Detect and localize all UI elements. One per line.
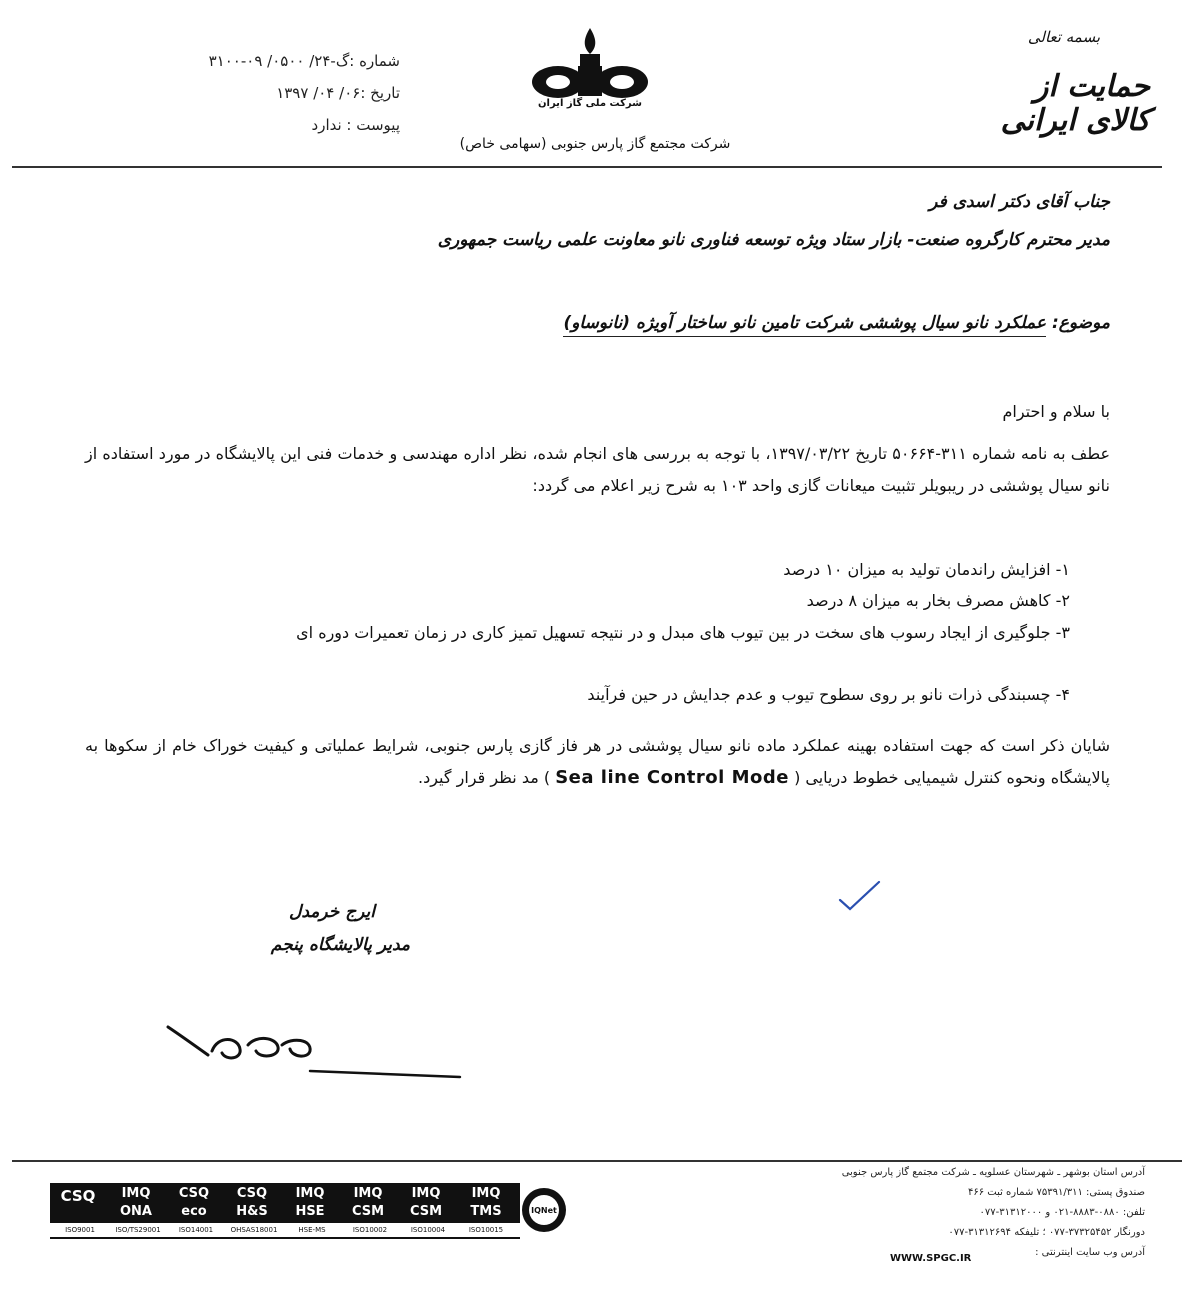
cert-badge: TMS — [470, 1204, 502, 1219]
signer-name: ایرج خرمدل — [289, 902, 375, 922]
paragraph-2-part-a: شایان ذکر است که جهت استفاده بهینه عملکرد ماده نانو سیال پوششی در هر فاز گازی پارس جنوبی، شرایط عملیاتی و کیفیت خوراک خام از سکوها به پالایشگاه ونحوه کنترل شیمیایی خطوط دریایی ( — [85, 736, 1110, 787]
footer-address: آدرس استان بوشهر ـ شهرستان عسلویه ـ شرکت مجتمع گاز پارس جنوبی — [841, 1167, 1145, 1178]
cert-code: HSE-MS — [298, 1226, 326, 1234]
cert-code: ISO/TS29001 — [115, 1226, 161, 1234]
list-item: ۲- کاهش مصرف بخار به میزان ۸ درصد — [806, 591, 1070, 610]
list-item: ۳- جلوگیری از ایجاد رسوب های سخت در بین تیوب های مبدل و در نتیجه تسهیل تمیز کاری در زمان تعمیرات دوره ای — [296, 623, 1070, 642]
addressee-title: مدیر محترم کارگروه صنعت- بازار ستاد ویژه توسعه فناوری نانو معاونت علمی ریاست جمهوری — [437, 230, 1110, 250]
paragraph-2-part-b: ) مد نظر قرار گیرد. — [418, 768, 551, 787]
cert-badge: ONA — [120, 1204, 152, 1219]
subsidiary-name: شرکت مجتمع گاز پارس جنوبی (سهامی خاص) — [459, 136, 731, 152]
cert-badge: IMQ — [471, 1186, 501, 1201]
cert-code: ISO10002 — [352, 1226, 388, 1234]
cert-badge: HSE — [295, 1204, 325, 1219]
cert-code: ISO14001 — [178, 1226, 214, 1234]
footer-fax: دورنگار ۳۷۳۲۵۴۵۲-۰۷۷ ؛ تلیفکه ۳۱۳۱۲۶۹۴-۰۷۷ — [948, 1227, 1145, 1238]
cert-badge: CSM — [351, 1204, 385, 1219]
list-item: ۴- چسبندگی ذرات نانو بر روی سطوح تیوب و عدم جدایش در حین فرآیند — [587, 685, 1070, 704]
cert-code: ISO10015 — [468, 1226, 504, 1234]
paragraph-2-latin-term: Sea line Control Mode — [555, 767, 789, 788]
greeting: با سلام و احترام — [1002, 402, 1110, 421]
cert-code: OHSAS18001 — [230, 1226, 278, 1234]
letter-attachment: پیوست : ندارد — [311, 116, 400, 134]
check-mark-icon — [836, 878, 882, 912]
besmeh-heading: بسمه تعالی — [1027, 28, 1100, 46]
cert-badge: eco — [181, 1204, 207, 1219]
footer-website[interactable]: WWW.SPGC.IR — [890, 1253, 972, 1264]
cert-badge: CSM — [409, 1204, 443, 1219]
cert-badge: IMQ — [353, 1186, 383, 1201]
seal-label: IQNet — [531, 1206, 557, 1215]
footer-divider — [12, 1160, 1182, 1162]
cert-code: ISO10004 — [410, 1226, 446, 1234]
logo-company-name: شرکت ملی گاز ایران — [538, 98, 642, 109]
cert-code-row — [50, 1223, 520, 1237]
certification-strip — [50, 1183, 520, 1239]
footer-website-label: آدرس وب سایت اینترنتی : — [1035, 1247, 1145, 1258]
list-item: ۱- افزایش راندمان تولید به میزان ۱۰ درصد — [783, 560, 1070, 579]
handwritten-signature — [160, 1015, 470, 1090]
footer-po-box: صندوق پستی: ۷۵۳۹۱/۳۱۱ شماره ثبت ۴۶۶ — [967, 1187, 1145, 1198]
cert-badge: IMQ — [121, 1186, 151, 1201]
cert-badge: H&S — [236, 1204, 268, 1219]
body-paragraph-1: عطف به نامه شماره ۳۱۱-۵۰۶۶۴ تاریخ ۱۳۹۷/۰۳/۲۲، با توجه به بررسی های انجام شده، نظر اداره مهندسی و خدمات فنی این پالایشگاه در مورد استفاده از نانو سیال پوششی در ریبویلر تثبیت میعانات گازی واحد ۱۰۳ به شرح زیر اعلام می گردد: — [85, 444, 1111, 495]
cert-badge: CSQ — [236, 1186, 268, 1201]
letter-number: شماره :گ-۲۴/ ۰۵۰۰/ ۰۹-۳۱۰۰ — [208, 52, 400, 70]
letter-date: تاریخ :۰۶/ ۰۴/ ۱۳۹۷ — [276, 84, 400, 102]
subject-label: موضوع: — [1051, 313, 1110, 333]
iqnet-seal-icon — [520, 1186, 568, 1234]
findings-list — [140, 0, 1070, 720]
cert-badge: IMQ — [295, 1186, 325, 1201]
cert-badge: CSQ — [60, 1187, 96, 1205]
subject-text: عملکرد نانو سیال پوششی شرکت تامین نانو ساختار آویژه (نانوساو) — [563, 313, 1046, 337]
cert-code: ISO9001 — [65, 1226, 95, 1234]
body-paragraph-2 — [85, 730, 1110, 794]
cert-badge: CSQ — [178, 1186, 210, 1201]
slogan-calligraphy: حمایت از کالای ایرانی — [1000, 69, 1150, 138]
footer-phone: تلفن: ۰۸۸۰-۸۸۸۳-۰۲۱ و ۳۱۳۱۲۰۰۰-۰۷۷ — [979, 1207, 1145, 1218]
cert-badge: IMQ — [411, 1186, 441, 1201]
addressee-name: جناب آقای دکتر اسدی فر — [929, 192, 1110, 212]
signer-title: مدیر پالایشگاه پنجم — [270, 935, 410, 955]
